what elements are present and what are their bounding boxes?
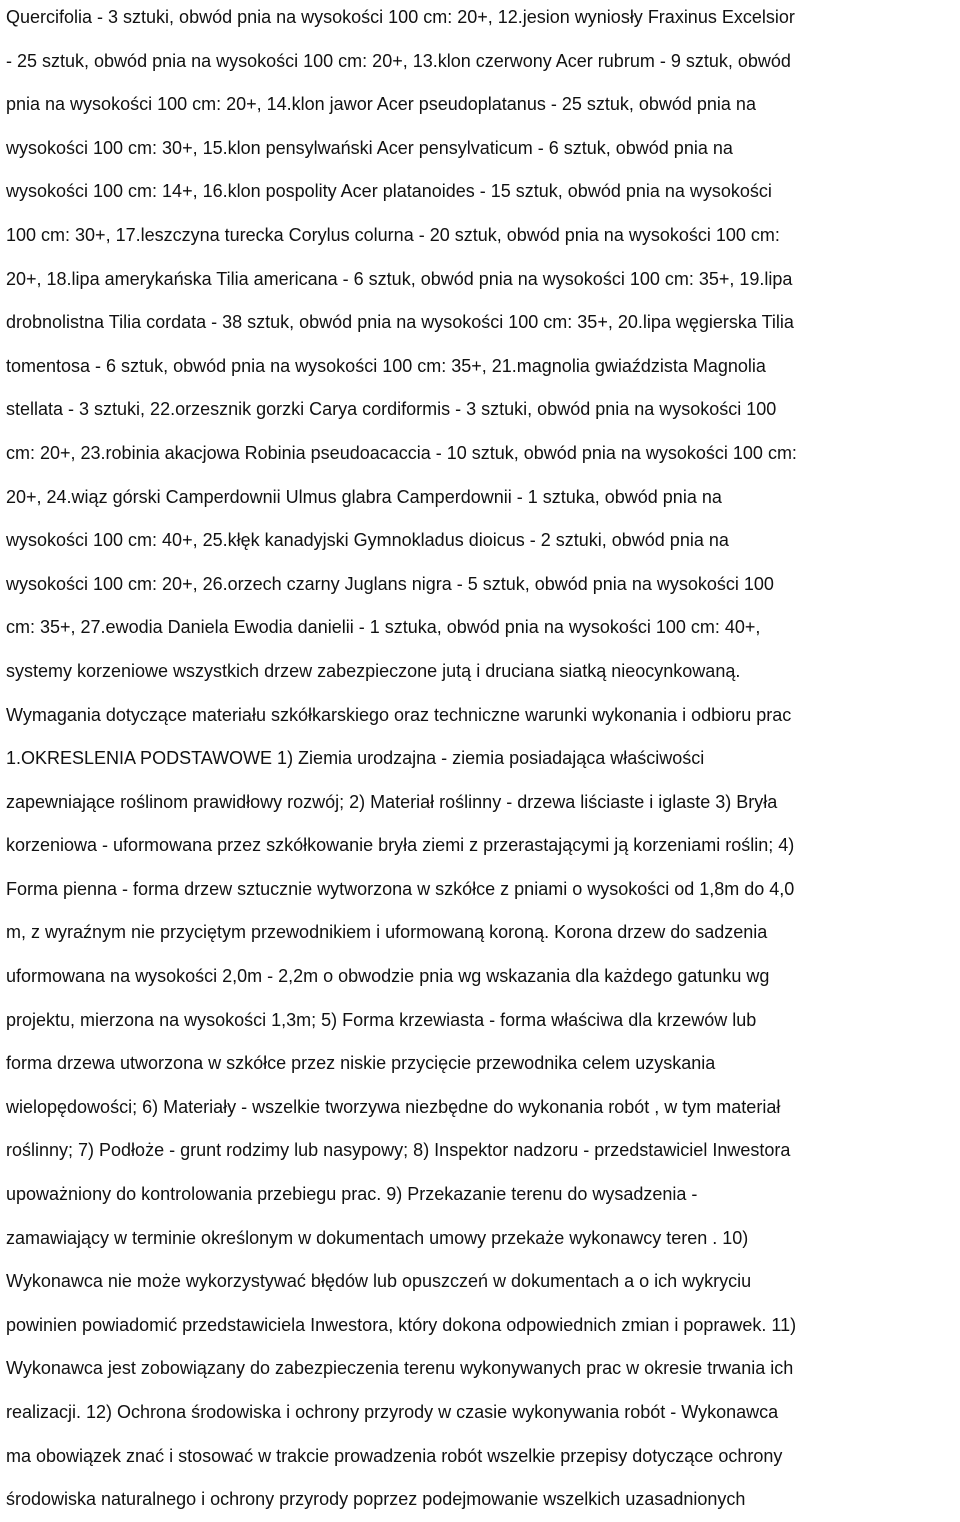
text-line: tomentosa - 6 sztuk, obwód pnia na wysokości 100 cm: 35+, 21.magnolia gwiaździsta Magnolia (6, 355, 766, 376)
text-line: cm: 35+, 27.ewodia Daniela Ewodia danielii - 1 sztuka, obwód pnia na wysokości 100 cm: 40+, (6, 617, 761, 638)
text-line: zapewniające roślinom prawidłowy rozwój; 2) Materiał roślinny - drzewa liściaste i iglaste 3) Bryła (6, 791, 778, 812)
text-line: m, z wyraźnym nie przyciętym przewodnikiem i uformowaną koroną. Korona drzew do sadzenia (6, 922, 768, 943)
text-line: projektu, mierzona na wysokości 1,3m; 5) Forma krzewiasta - forma właściwa dla krzewów lub (6, 1009, 757, 1030)
text-line: roślinny; 7) Podłoże - grunt rodzimy lub nasypowy; 8) Inspektor nadzoru - przedstawiciel Inwestora (6, 1140, 791, 1161)
text-line: forma drzewa utworzona w szkółce przez niskie przycięcie przewodnika celem uzyskania (6, 1053, 716, 1074)
text-line: Wykonawca nie może wykorzystywać błędów lub opuszczeń w dokumentach a o ich wykryciu (6, 1271, 752, 1292)
text-line: korzeniowa - uformowana przez szkółkowanie bryła ziemi z przerastającymi ją korzeniami roślin; 4) (6, 835, 795, 856)
text-line: środowiska naturalnego i ochrony przyrody poprzez podejmowanie wszelkich uzasadnionych (6, 1489, 746, 1510)
text-line: realizacji. 12) Ochrona środowiska i ochrony przyrody w czasie wykonywania robót - Wykonawca (6, 1402, 779, 1422)
text-line: Wykonawca jest zobowiązany do zabezpieczenia terenu wykonywanych prac w okresie trwania ich (6, 1358, 794, 1379)
text-line: - 25 sztuk, obwód pnia na wysokości 100 cm: 20+, 13.klon czerwony Acer rubrum - 9 sztuk, obwód (6, 50, 791, 71)
text-line: ma obowiązek znać i stosować w trakcie prowadzenia robót wszelkie przepisy dotyczące ochrony (6, 1445, 783, 1466)
text-line: wysokości 100 cm: 14+, 16.klon pospolity Acer platanoides - 15 sztuk, obwód pnia na wysokości (6, 181, 772, 202)
text-line: systemy korzeniowe wszystkich drzew zabezpieczone jutą i druciana siatką nieocynkowaną. (6, 660, 741, 681)
text-line: Quercifolia - 3 sztuki, obwód pnia na wysokości 100 cm: 20+, 12.jesion wyniosły Fraxinus Excelsior (6, 7, 795, 27)
text-line: wysokości 100 cm: 40+, 25.kłęk kanadyjski Gymnokladus dioicus - 2 sztuki, obwód pnia na (6, 530, 729, 551)
text-line: wysokości 100 cm: 30+, 15.klon pensylwański Acer pensylvaticum - 6 sztuk, obwód pnia na (6, 137, 733, 158)
text-line: 1.OKRESLENIA PODSTAWOWE 1) Ziemia urodzajna - ziemia posiadająca właściwości (6, 748, 705, 769)
text-line: uformowana na wysokości 2,0m - 2,2m o obwodzie pnia wg wskazania dla każdego gatunku wg (6, 966, 770, 987)
text-line: cm: 20+, 23.robinia akacjowa Robinia pseudoacaccia - 10 sztuk, obwód pnia na wysokości 100 cm: (6, 442, 797, 463)
document-page (6, 0, 960, 1522)
text-line: 20+, 18.lipa amerykańska Tilia americana - 6 sztuk, obwód pnia na wysokości 100 cm: 35+, 19.lipa (6, 268, 793, 289)
text-line: Wymagania dotyczące materiału szkółkarskiego oraz techniczne warunki wykonania i odbioru prac (6, 704, 792, 725)
text-line: powinien powiadomić przedstawiciela Inwestora, który dokona odpowiednich zmian i poprawek. 11) (6, 1314, 797, 1335)
text-line: zamawiający w terminie określonym w dokumentach umowy przekaże wykonawcy teren . 10) (6, 1227, 749, 1248)
text-line: pnia na wysokości 100 cm: 20+, 14.klon jawor Acer pseudoplatanus - 25 sztuk, obwód pnia na (6, 94, 756, 115)
text-line: 20+, 24.wiąz górski Camperdownii Ulmus glabra Camperdownii - 1 sztuka, obwód pnia na (6, 486, 722, 507)
text-line: wielopędowości; 6) Materiały - wszelkie tworzywa niezbędne do wykonania robót , w tym materiał (6, 1096, 781, 1117)
text-line: upoważniony do kontrolowania przebiegu prac. 9) Przekazanie terenu do wysadzenia - (6, 1184, 698, 1205)
text-line: stellata - 3 sztuki, 22.orzesznik gorzki Carya cordiformis - 3 sztuki, obwód pnia na wysokości 100 (6, 399, 777, 420)
text-line: 100 cm: 30+, 17.leszczyna turecka Corylus colurna - 20 sztuk, obwód pnia na wysokości 100 cm: (6, 224, 780, 245)
text-line: Forma pienna - forma drzew sztucznie wytworzona w szkółce z pniami o wysokości od 1,8m do 4,0 (6, 878, 795, 899)
text-line: wysokości 100 cm: 20+, 26.orzech czarny Juglans nigra - 5 sztuk, obwód pnia na wysokości 100 (6, 573, 774, 594)
text-line: drobnolistna Tilia cordata - 38 sztuk, obwód pnia na wysokości 100 cm: 35+, 20.lipa węgierska Tilia (6, 312, 794, 333)
